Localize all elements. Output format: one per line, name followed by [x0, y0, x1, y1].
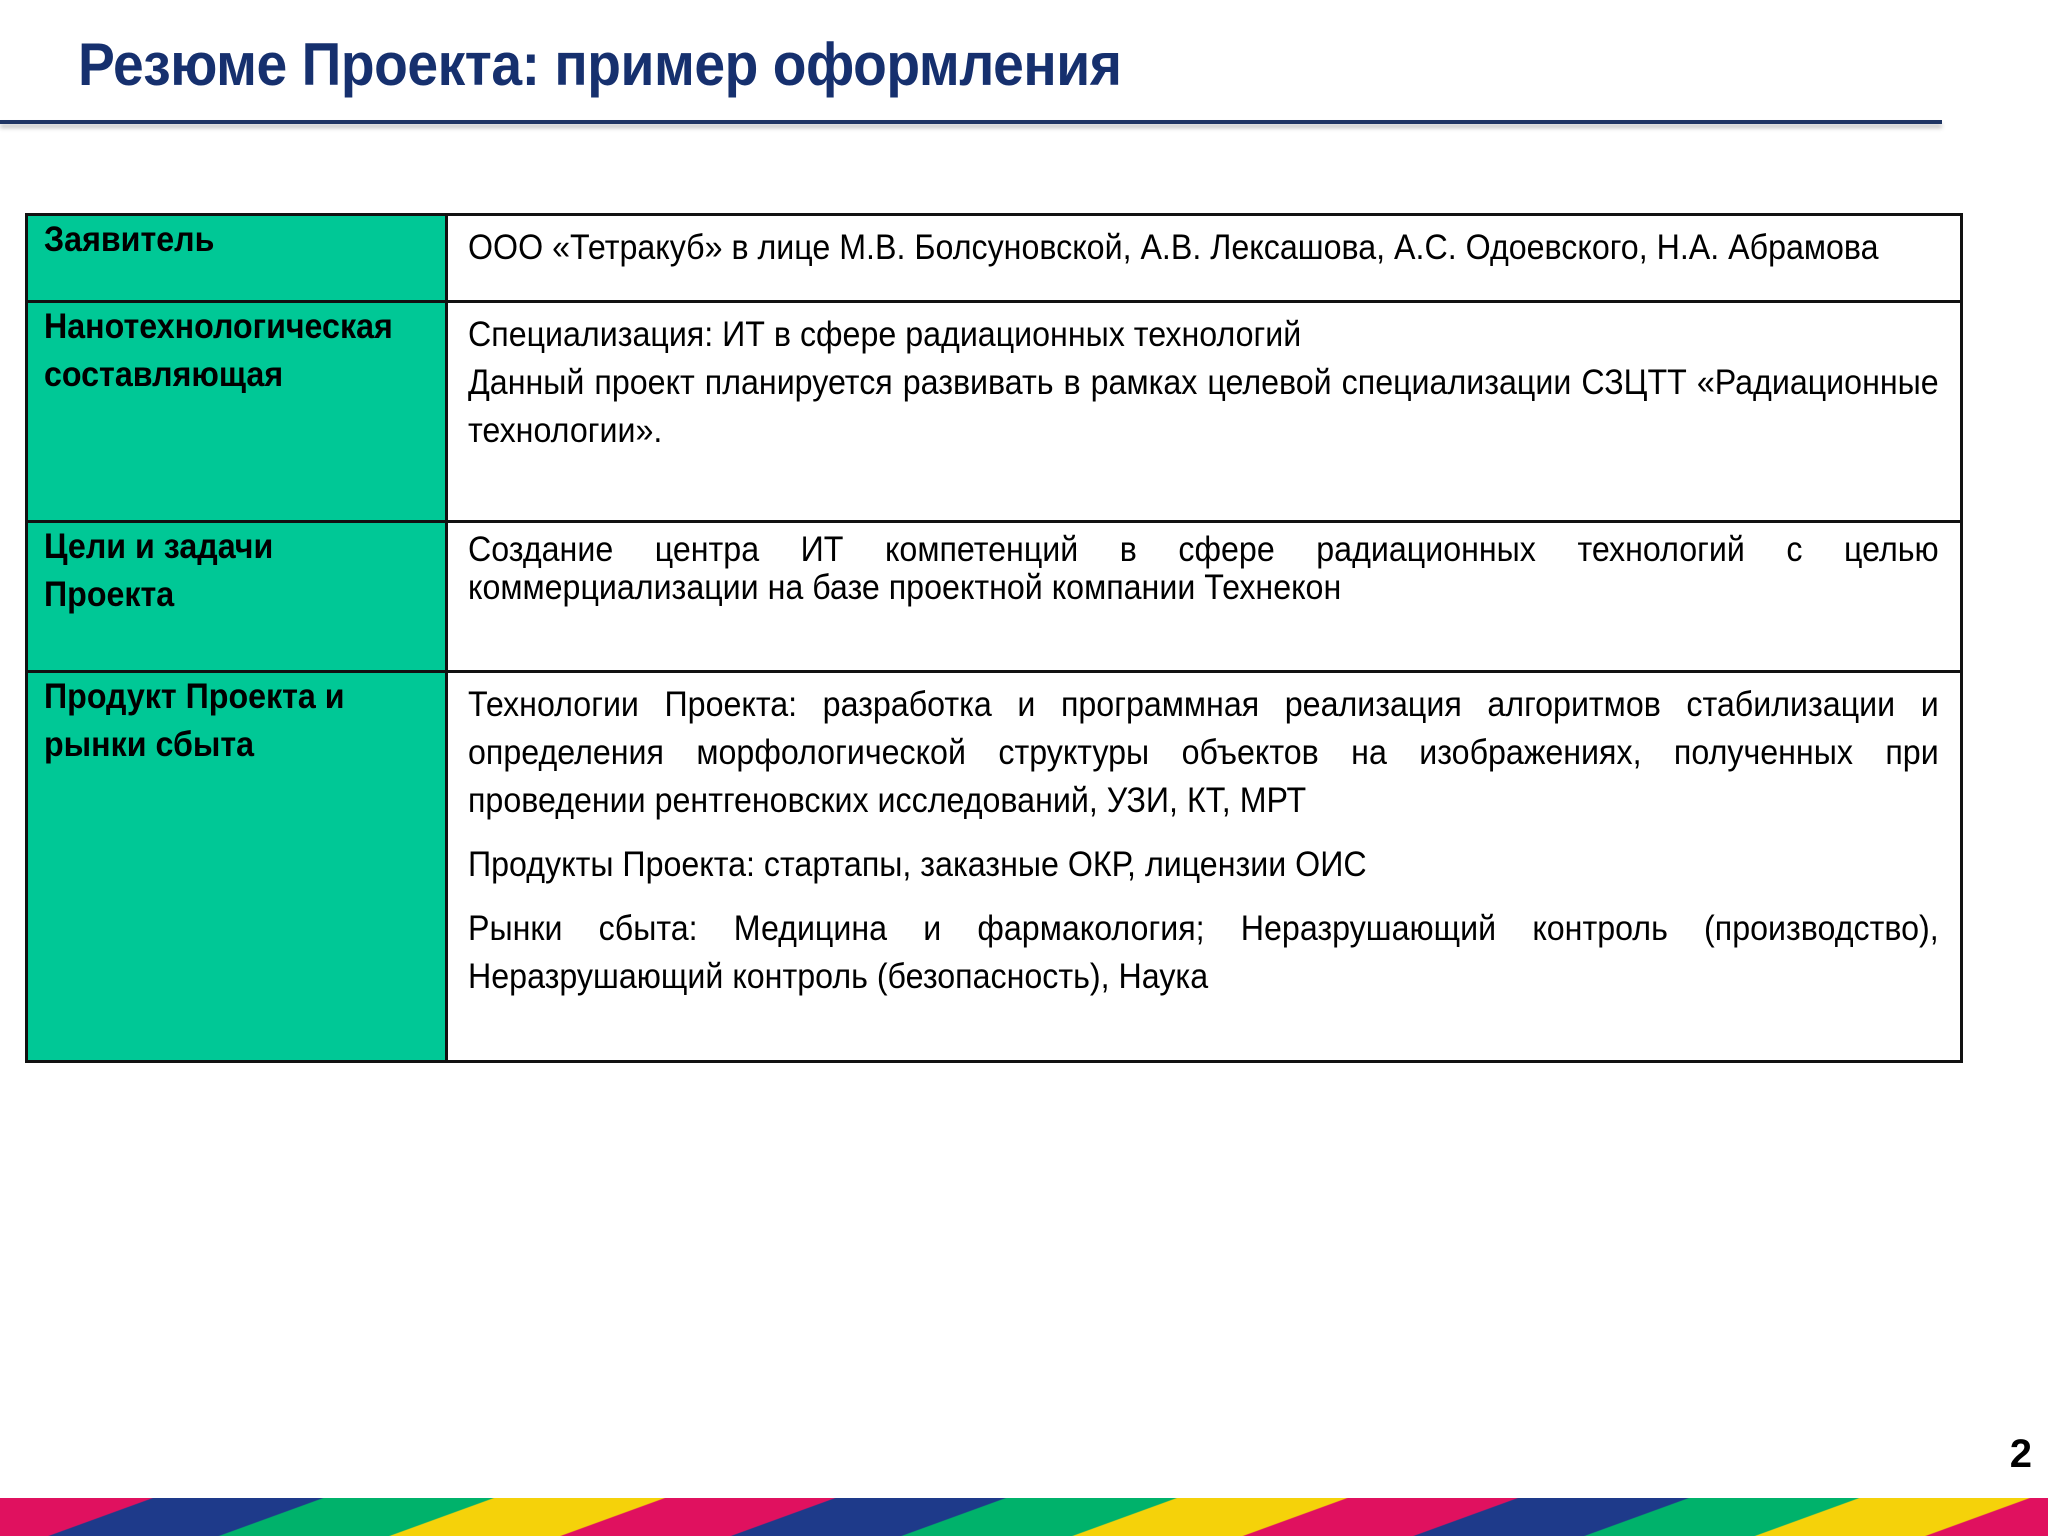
row-label-nanotech: Нанотехнологическая составляющая [27, 302, 447, 522]
footer-band-segment [1877, 1498, 2048, 1536]
content-paragraph: Данный проект планируется развивать в рамках целевой специализации СЗЦТТ «Радиационные технологии». [468, 363, 1939, 450]
footer-band-segment [683, 1498, 854, 1536]
footer-band-segment [171, 1498, 342, 1536]
table-row [27, 522, 1962, 672]
table-row [27, 672, 1962, 1062]
table-row [27, 302, 1962, 522]
footer-band-segment [1024, 1498, 1195, 1536]
footer-band-segment [1365, 1498, 1536, 1536]
footer-band-segment [341, 1498, 512, 1536]
content-paragraph: Рынки сбыта: Медицина и фармакология; Неразрушающий контроль (производство), Неразрушающий контроль (безопасность), Наука [468, 909, 1939, 996]
row-content-goals [447, 522, 1962, 672]
title-underline [0, 120, 1942, 124]
footer-band-segment [853, 1498, 1024, 1536]
content-paragraph: Продукты Проекта: стартапы, заказные ОКР, лицензии ОИС [468, 845, 1367, 884]
footer-band-segment [1195, 1498, 1366, 1536]
footer-color-band [0, 1498, 2048, 1536]
footer-band-segment [512, 1498, 683, 1536]
row-content-product [447, 672, 1962, 1062]
row-label-applicant: Заявитель [27, 215, 447, 302]
content-paragraph: Специализация: ИТ в сфере радиационных технологий [468, 315, 1302, 354]
row-content-nanotech [447, 302, 1962, 522]
project-summary-table [25, 213, 1963, 1063]
row-label-goals: Цели и задачи Проекта [27, 522, 447, 672]
footer-band-segment [0, 1498, 171, 1536]
row-content-applicant [447, 215, 1962, 302]
content-paragraph: ООО «Тетракуб» в лице М.В. Болсуновской, А.В. Лексашова, А.С. Одоевского, Н.А. Абрамова [468, 228, 1879, 267]
table-row [27, 215, 1962, 302]
content-paragraph: Создание центра ИТ компетенций в сфере радиационных технологий с целью коммерциализации на базе проектной компании Технекон [468, 530, 1939, 607]
slide-title: Резюме Проекта: пример оформления [78, 31, 1122, 98]
row-label-product: Продукт Проекта и рынки сбыта [27, 672, 447, 1062]
page-number: 2 [2009, 1432, 2032, 1476]
footer-band-segment [1707, 1498, 1878, 1536]
content-paragraph: Технологии Проекта: разработка и программная реализация алгоритмов стабилизации и определения морфологической структуры объектов на изображениях, полученных при проведении рентгеновских исследований, УЗИ, КТ, МРТ [468, 685, 1939, 820]
footer-band-segment [1536, 1498, 1707, 1536]
